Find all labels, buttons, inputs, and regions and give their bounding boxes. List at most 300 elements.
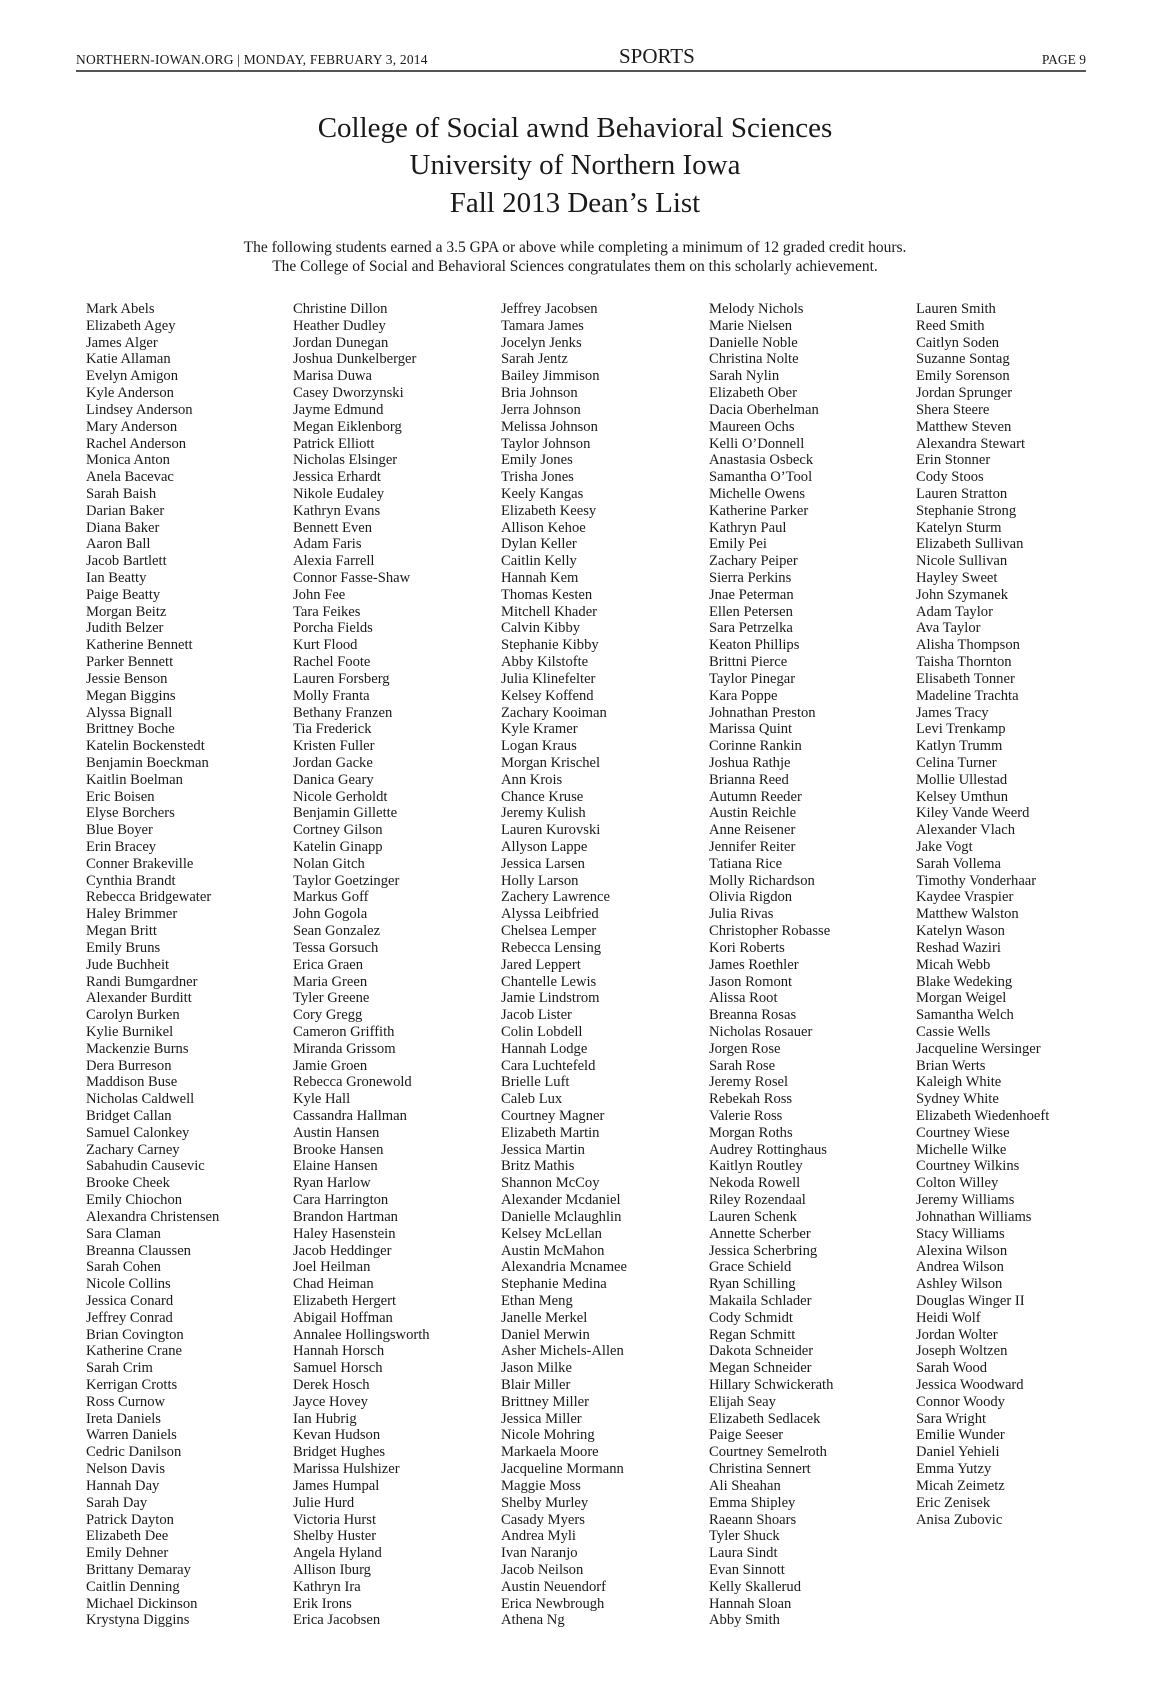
student-name: Dera Burreson	[86, 1057, 172, 1074]
page-header	[76, 44, 1086, 72]
student-name: Megan Schneider	[709, 1360, 812, 1377]
student-name: Sean Gonzalez	[293, 923, 381, 940]
student-name: Kyle Kramer	[501, 721, 578, 738]
student-name: Erin Bracey	[86, 839, 157, 855]
student-name: Brian Werts	[916, 1057, 986, 1074]
student-name: Britz Mathis	[501, 1158, 575, 1175]
student-name: Kyle Anderson	[86, 385, 174, 402]
student-name: Laura Sindt	[709, 1545, 778, 1562]
student-name: Kaydee Vraspier	[916, 889, 1014, 906]
student-name: Shelby Murley	[501, 1494, 589, 1511]
student-name: Jordan Gacke	[293, 754, 373, 771]
student-name: Taylor Pinegar	[709, 670, 796, 687]
student-name: Bria Johnson	[501, 385, 578, 402]
student-name: Taisha Thornton	[916, 654, 1012, 671]
student-name: Melody Nichols	[709, 301, 804, 317]
student-name: Christine Dillon	[293, 301, 388, 317]
student-name: Erica Jacobsen	[293, 1612, 381, 1629]
student-name: Morgan Krischel	[501, 754, 601, 771]
header-page-number: PAGE 9	[1041, 52, 1086, 67]
student-name: Douglas Winger II	[916, 1292, 1025, 1309]
student-name: Jessica Scherbring	[709, 1242, 818, 1259]
student-name: Jerra Johnson	[501, 401, 581, 418]
student-name: Emily Sorenson	[916, 368, 1010, 385]
student-name: Ryan Schilling	[709, 1276, 796, 1293]
student-name: Kori Roberts	[709, 939, 785, 956]
student-name: Sydney White	[916, 1091, 999, 1108]
student-name: Regan Schmitt	[709, 1326, 796, 1343]
student-name: Alexandria Mcnamee	[501, 1259, 628, 1276]
student-name: Rebecca Bridgewater	[86, 889, 212, 906]
student-name: Emma Shipley	[709, 1494, 796, 1511]
student-name: Jacqueline Wersinger	[916, 1040, 1041, 1057]
student-name: Jayce Hovey	[293, 1393, 368, 1410]
student-name: Tia Frederick	[293, 721, 372, 738]
student-name: Jeremy Kulish	[501, 805, 586, 822]
student-name: Blake Wedeking	[916, 973, 1013, 990]
student-name: Lindsey Anderson	[86, 401, 193, 418]
student-name: Andrea Wilson	[916, 1259, 1004, 1276]
student-name: Molly Franta	[293, 687, 370, 704]
student-name: Caleb Lux	[501, 1091, 563, 1108]
student-name: Hannah Horsch	[293, 1343, 385, 1360]
student-name: Alexandra Christensen	[86, 1208, 220, 1225]
student-name: Lauren Forsberg	[293, 670, 390, 687]
student-name: Joshua Dunkelberger	[293, 351, 417, 368]
student-name: Nicholas Rosauer	[709, 1023, 813, 1040]
student-name: Brooke Cheek	[86, 1175, 170, 1192]
student-name: Bridget Callan	[86, 1108, 172, 1124]
student-name: Christopher Robasse	[709, 923, 831, 940]
student-name: Erik Irons	[293, 1595, 352, 1612]
student-name: Jude Buchheit	[86, 956, 170, 973]
student-name: Rebecca Lensing	[501, 939, 602, 956]
student-name: Bennett Even	[293, 519, 373, 536]
name-column-4	[709, 301, 833, 1629]
student-name: Miranda Grissom	[293, 1040, 396, 1057]
student-name: Nicole Gerholdt	[293, 788, 388, 805]
student-name: Dylan Keller	[501, 536, 577, 553]
student-name: Brittni Pierce	[709, 654, 788, 671]
student-name: Kara Poppe	[709, 687, 778, 704]
student-name: Mackenzie Burns	[86, 1040, 189, 1057]
student-name: Adam Taylor	[916, 603, 993, 620]
student-name: Ian Hubrig	[293, 1410, 357, 1427]
student-name: Madeline Trachta	[916, 687, 1019, 704]
student-name: Sarah Vollema	[916, 855, 1001, 872]
student-name: Keely Kangas	[501, 485, 584, 502]
student-name: Jnae Peterman	[709, 586, 794, 603]
student-name: Christina Sennert	[709, 1461, 811, 1478]
student-name: Bridget Hughes	[293, 1444, 386, 1461]
student-name: Emily Chiochon	[86, 1192, 183, 1209]
student-name: Marie Nielsen	[709, 317, 793, 334]
student-name: Blue Boyer	[86, 822, 153, 839]
student-name: Stacy Williams	[916, 1225, 1005, 1242]
student-name: Tatiana Rice	[709, 855, 783, 872]
student-name: Chad Heiman	[293, 1276, 374, 1293]
student-name: Randi Bumgardner	[86, 973, 198, 990]
student-name: Sarah Day	[86, 1494, 148, 1511]
student-name: Jacob Bartlett	[86, 553, 167, 570]
student-name: Joseph Woltzen	[916, 1343, 1008, 1360]
student-name: Jessica Conard	[86, 1292, 174, 1309]
student-name: Elisabeth Tonner	[916, 670, 1015, 687]
student-name: Diana Baker	[86, 519, 160, 536]
student-name: Daniel Yehieli	[916, 1444, 1000, 1461]
student-name: Katelin Bockenstedt	[86, 738, 205, 755]
student-name: Bailey Jimmison	[501, 368, 600, 385]
student-name: Michael Dickinson	[86, 1595, 198, 1612]
student-name: Sarah Jentz	[501, 351, 568, 368]
student-name: Maggie Moss	[501, 1477, 581, 1494]
student-name: Cassandra Hallman	[293, 1108, 407, 1124]
student-name: Casady Myers	[501, 1511, 585, 1528]
student-name: Allison Kehoe	[501, 519, 586, 536]
student-name: Sarah Crim	[86, 1360, 153, 1377]
student-name: Asher Michels-Allen	[501, 1343, 624, 1360]
student-name: Shelby Huster	[293, 1528, 377, 1545]
student-name: Allyson Lappe	[501, 839, 588, 855]
student-name: Megan Eiklenborg	[293, 418, 402, 435]
student-name: Austin McMahon	[501, 1242, 605, 1259]
student-name: Derek Hosch	[293, 1377, 370, 1393]
student-name: Kelli O’Donnell	[709, 435, 805, 452]
student-name: Brian Covington	[86, 1326, 184, 1343]
student-name: Katherine Crane	[86, 1343, 183, 1360]
student-name: John Szymanek	[916, 586, 1009, 603]
student-name: Kathryn Paul	[709, 519, 787, 536]
student-name: Ellen Petersen	[709, 603, 793, 620]
student-name: Abby Smith	[709, 1612, 780, 1629]
student-name: Cedric Danilson	[86, 1444, 182, 1461]
student-name: Kelsey McLellan	[501, 1225, 602, 1242]
student-name: Kyle Hall	[293, 1091, 351, 1108]
student-name: Katelyn Wason	[916, 923, 1005, 940]
student-name: Danielle Mclaughlin	[501, 1208, 622, 1225]
student-name: Paige Seeser	[709, 1427, 784, 1444]
student-name: Julie Hurd	[293, 1494, 355, 1511]
student-name: Julia Klinefelter	[501, 670, 596, 687]
student-name: Breanna Rosas	[709, 1007, 797, 1024]
student-name: Taylor Goetzinger	[293, 872, 400, 889]
student-name: Tamara James	[501, 317, 584, 334]
student-name: Cortney Gilson	[293, 822, 383, 839]
student-name: Rachel Anderson	[86, 435, 187, 452]
student-name: Jeremy Rosel	[709, 1074, 789, 1091]
student-name: Jason Romont	[709, 973, 793, 990]
student-name: Kevan Hudson	[293, 1427, 381, 1444]
student-name: Jamie Groen	[293, 1057, 368, 1074]
student-name: Aaron Ball	[86, 536, 151, 553]
student-name: Elizabeth Martin	[501, 1124, 600, 1141]
student-name: Paige Beatty	[86, 586, 161, 603]
student-name: Taylor Johnson	[501, 435, 591, 452]
student-name: James Roethler	[709, 956, 799, 973]
student-name: Brianna Reed	[709, 771, 789, 788]
student-name: Janelle Merkel	[501, 1309, 588, 1326]
student-name: Kiley Vande Weerd	[916, 805, 1030, 822]
student-name: Kaitlyn Routley	[709, 1158, 803, 1175]
student-name: Jeremy Williams	[916, 1192, 1015, 1209]
student-name: Alexander Mcdaniel	[501, 1192, 621, 1209]
student-name: Michelle Wilke	[916, 1141, 1007, 1158]
student-name: Katelin Ginapp	[293, 839, 383, 855]
student-name: Hayley Sweet	[916, 570, 998, 586]
student-name: Rebecca Gronewold	[293, 1074, 412, 1091]
student-name: Kelsey Koffend	[501, 687, 594, 704]
student-name: Sarah Rose	[709, 1057, 776, 1074]
student-name: Cassie Wells	[916, 1023, 991, 1040]
student-name: Maria Green	[293, 973, 368, 990]
student-name: Courtney Semelroth	[709, 1444, 827, 1461]
student-name: Caitlin Denning	[86, 1578, 180, 1595]
student-name: Keaton Phillips	[709, 637, 800, 654]
student-name: Kaitlin Boelman	[86, 771, 183, 788]
student-name: Jeffrey Conrad	[86, 1309, 173, 1326]
student-name: Alexandra Stewart	[916, 435, 1026, 452]
student-name: Jordan Sprunger	[916, 385, 1013, 402]
student-name: Sarah Wood	[916, 1360, 988, 1377]
header-site-date: NORTHERN-IOWAN.ORG | MONDAY, FEBRUARY 3, 2014	[76, 52, 428, 67]
student-name: Levi Trenkamp	[916, 721, 1006, 738]
student-name: Parker Bennett	[86, 654, 174, 671]
student-name: Nicole Sullivan	[916, 553, 1008, 570]
student-name: Emily Jones	[501, 452, 573, 469]
student-name: Monica Anton	[86, 452, 170, 469]
student-name: James Tracy	[916, 704, 989, 721]
student-name: Elizabeth Wiedenhoeft	[916, 1108, 1050, 1124]
student-name: Samuel Horsch	[293, 1360, 383, 1377]
student-name: Connor Fasse-Shaw	[293, 570, 411, 586]
student-name: Hannah Lodge	[501, 1040, 588, 1057]
student-name: Annette Scherber	[709, 1225, 811, 1242]
student-name: Ivan Naranjo	[501, 1545, 578, 1562]
student-name: Jacob Neilson	[501, 1561, 584, 1578]
student-name: Logan Kraus	[501, 738, 577, 755]
student-name: Andrea Myli	[501, 1528, 576, 1545]
student-name: Evan Sinnott	[709, 1561, 785, 1578]
student-name: Danielle Noble	[709, 334, 798, 351]
student-name: Anastasia Osbeck	[709, 452, 814, 469]
student-name: Marisa Duwa	[293, 368, 373, 385]
student-name: Jacob Lister	[501, 1007, 572, 1024]
student-name: Sabahudin Causevic	[86, 1158, 205, 1175]
student-name: Hannah Day	[86, 1477, 160, 1494]
student-name: Erica Graen	[293, 956, 364, 973]
student-name: Cara Luchtefeld	[501, 1057, 596, 1074]
student-name: Jessica Martin	[501, 1141, 585, 1158]
student-name: Kurt Flood	[293, 637, 358, 654]
student-name: Riley Rozendaal	[709, 1192, 806, 1209]
student-name: Johnathan Williams	[916, 1208, 1032, 1225]
student-name: Cory Gregg	[293, 1007, 363, 1024]
student-name: Micah Webb	[916, 956, 991, 973]
student-name: Timothy Vonderhaar	[916, 872, 1037, 889]
student-name: Jordan Wolter	[916, 1326, 998, 1343]
student-name: Courtney Wilkins	[916, 1158, 1020, 1175]
student-name: Mary Anderson	[86, 418, 178, 435]
student-name: Samantha O’Tool	[709, 469, 813, 486]
student-name: Suzanne Sontag	[916, 351, 1010, 368]
student-name: Nekoda Rowell	[709, 1175, 801, 1192]
student-name: Molly Richardson	[709, 872, 815, 889]
student-name: Connor Woody	[916, 1393, 1005, 1410]
student-name: Annalee Hollingsworth	[293, 1326, 430, 1343]
student-name: Maureen Ochs	[709, 418, 795, 435]
student-name: Alisha Thompson	[916, 637, 1020, 654]
student-name: Joel Heilman	[293, 1259, 371, 1276]
student-name: Kerrigan Crotts	[86, 1377, 178, 1393]
student-name: Markus Goff	[293, 889, 369, 906]
student-name: Tyler Greene	[293, 990, 370, 1007]
student-name: Ava Taylor	[916, 620, 981, 637]
student-name: Katelyn Sturm	[916, 519, 1002, 536]
student-name: Kathryn Evans	[293, 502, 381, 519]
student-name: Hillary Schwickerath	[709, 1377, 834, 1393]
student-name: Porcha Fields	[293, 620, 373, 637]
student-name: Alyssa Leibfried	[501, 906, 599, 923]
student-name: Alissa Root	[709, 990, 778, 1007]
student-name: Celina Turner	[916, 754, 997, 771]
student-name: Kelly Skallerud	[709, 1578, 802, 1595]
student-name: Morgan Weigel	[916, 990, 1007, 1007]
student-name: Zachary Carney	[86, 1141, 180, 1158]
student-name: Alexia Farrell	[293, 553, 375, 570]
student-name: Sarah Cohen	[86, 1259, 161, 1276]
student-name: Jennifer Reiter	[709, 839, 796, 855]
student-name: Kristen Fuller	[293, 738, 375, 755]
student-name: Raeann Shoars	[709, 1511, 797, 1528]
student-name: Alexander Burditt	[86, 990, 192, 1007]
student-name: Austin Reichle	[709, 805, 797, 822]
student-name: Heidi Wolf	[916, 1309, 981, 1326]
student-name: Brittney Boche	[86, 721, 175, 738]
student-name: Kaleigh White	[916, 1074, 1002, 1091]
student-name: Rachel Foote	[293, 654, 371, 671]
student-name: Elaine Hansen	[293, 1158, 378, 1175]
student-name: Danica Geary	[293, 771, 374, 788]
student-name: Cody Schmidt	[709, 1309, 793, 1326]
student-name: Stephanie Kibby	[501, 637, 599, 654]
student-name: Sierra Perkins	[709, 570, 792, 586]
student-name: Reed Smith	[916, 317, 985, 334]
student-name: Emily Bruns	[86, 939, 161, 956]
student-name: Zachary Peiper	[709, 553, 798, 570]
intro-line-2: The College of Social and Behavioral Sciences congratulates them on this scholarly achievement.	[272, 257, 878, 275]
name-column-1	[86, 301, 219, 1629]
student-name: Melissa Johnson	[501, 418, 598, 435]
student-name: Victoria Hurst	[293, 1511, 377, 1528]
student-name: Conner Brakeville	[86, 855, 194, 872]
student-name: Emilie Wunder	[916, 1427, 1005, 1444]
student-name: Carolyn Burken	[86, 1007, 180, 1024]
student-name: Eric Boisen	[86, 788, 155, 805]
student-name: Lauren Smith	[916, 301, 996, 317]
student-name: Jessica Erhardt	[293, 469, 381, 486]
student-name: Markaela Moore	[501, 1444, 599, 1461]
student-name: Brielle Luft	[501, 1074, 570, 1091]
student-name: Makaila Schlader	[709, 1292, 812, 1309]
student-name: Elizabeth Sedlacek	[709, 1410, 821, 1427]
student-name: Elizabeth Dee	[86, 1528, 169, 1545]
student-name: Jeffrey Jacobsen	[501, 301, 598, 317]
student-name: Katherine Bennett	[86, 637, 193, 654]
student-name: Micah Zeimetz	[916, 1477, 1005, 1494]
student-name: Allison Iburg	[293, 1561, 371, 1578]
student-name: Austin Hansen	[293, 1124, 380, 1141]
student-name: Samuel Calonkey	[86, 1124, 190, 1141]
student-name: Brooke Hansen	[293, 1141, 384, 1158]
student-name: Erin Stonner	[916, 452, 991, 469]
student-name: Jorgen Rose	[709, 1040, 781, 1057]
student-name: Jessica Woodward	[916, 1377, 1024, 1393]
student-name: Holly Larson	[501, 872, 579, 889]
student-name: Kylie Burnikel	[86, 1023, 174, 1040]
student-name: Mark Abels	[86, 301, 155, 317]
student-name: Caitlin Kelly	[501, 553, 577, 570]
student-name: Marissa Hulshizer	[293, 1461, 400, 1478]
student-name: Brittney Miller	[501, 1393, 589, 1410]
student-name: Nolan Gitch	[293, 855, 365, 872]
student-name: Mollie Ullestad	[916, 771, 1008, 788]
student-name: Evelyn Amigon	[86, 368, 179, 385]
student-name: John Gogola	[293, 906, 368, 923]
student-name: Ross Curnow	[86, 1393, 166, 1410]
title-deans-list: Fall 2013 Dean’s List	[449, 187, 701, 219]
student-name: Marissa Quint	[709, 721, 793, 738]
student-name: Stephanie Strong	[916, 502, 1017, 519]
student-name: Jocelyn Jenks	[501, 334, 582, 351]
student-name: Ashley Wilson	[916, 1276, 1003, 1293]
student-name: Ireta Daniels	[86, 1410, 161, 1427]
student-name: Michelle Owens	[709, 485, 806, 502]
student-name: Zachery Lawrence	[501, 889, 610, 906]
student-name: Jessica Miller	[501, 1410, 582, 1427]
student-name: Valerie Ross	[709, 1108, 783, 1124]
student-name: Cody Stoos	[916, 469, 984, 486]
student-name: Sara Claman	[86, 1225, 161, 1242]
student-name: Blair Miller	[501, 1377, 571, 1393]
student-name: Patrick Elliott	[293, 435, 375, 452]
student-name: Athena Ng	[501, 1612, 565, 1629]
student-name: Colin Lobdell	[501, 1023, 583, 1040]
student-name: Jessica Larsen	[501, 855, 585, 872]
student-name: Heather Dudley	[293, 317, 386, 334]
student-name: Cynthia Brandt	[86, 872, 176, 889]
student-name: Sara Petrzelka	[709, 620, 793, 637]
student-name: Jared Leppert	[501, 956, 581, 973]
student-name: Sarah Baish	[86, 485, 157, 502]
student-name: Shera Steere	[916, 401, 990, 418]
student-name: Dakota Schneider	[709, 1343, 814, 1360]
student-name: Nicholas Elsinger	[293, 452, 398, 469]
student-name: Ali Sheahan	[709, 1477, 781, 1494]
student-name: Morgan Roths	[709, 1124, 793, 1141]
student-name: Elijah Seay	[709, 1393, 776, 1410]
student-name: Elyse Borchers	[86, 805, 175, 822]
student-name: Ann Krois	[501, 771, 563, 788]
student-name: James Humpal	[293, 1477, 380, 1494]
student-name: Jayme Edmund	[293, 401, 384, 418]
student-name: Haley Hasenstein	[293, 1225, 396, 1242]
student-name: Colton Willey	[916, 1175, 999, 1192]
student-name: Jessie Benson	[86, 670, 168, 687]
student-name: Eric Zenisek	[916, 1494, 991, 1511]
student-name: Nicole Collins	[86, 1276, 171, 1293]
student-name: Chance Kruse	[501, 788, 584, 805]
student-name: Benjamin Boeckman	[86, 754, 209, 771]
